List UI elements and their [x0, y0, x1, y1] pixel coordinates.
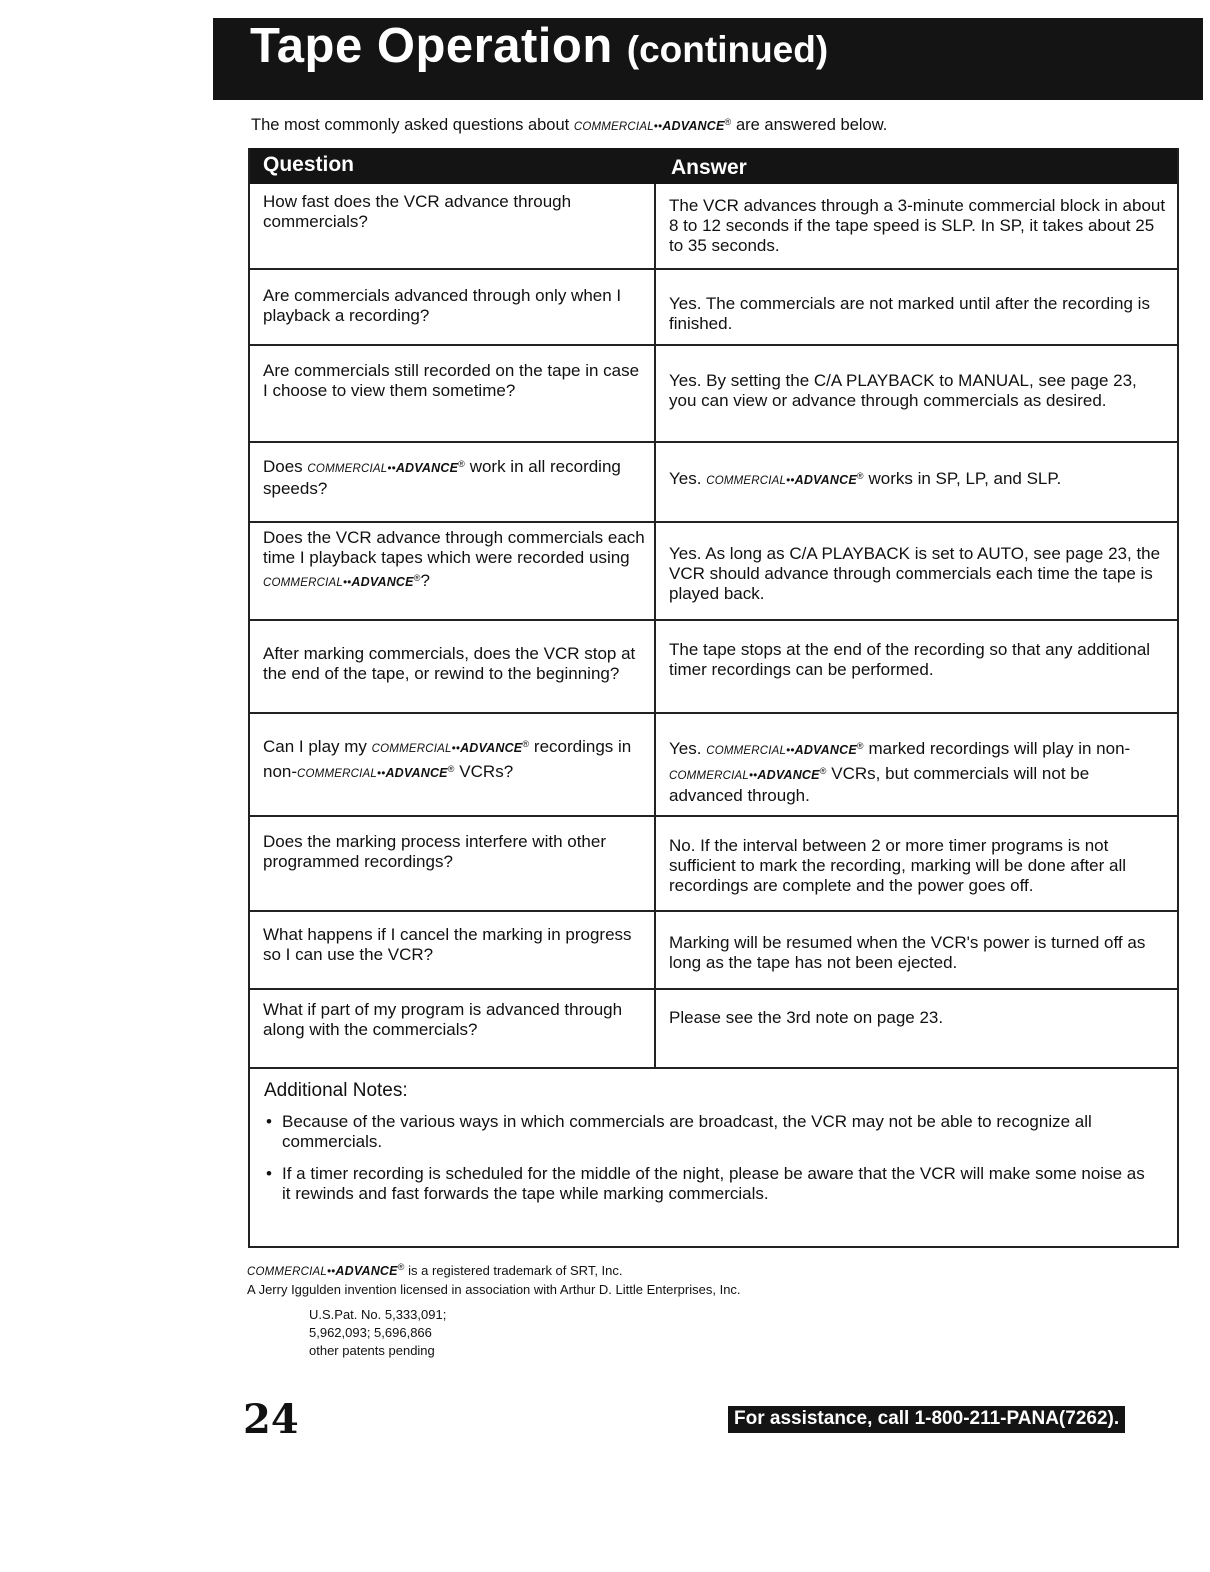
question-cell: What if part of my program is advanced through along with the commercials?: [263, 1000, 623, 1039]
brand-logo: COMMERCIAL••ADVANCE®: [706, 741, 864, 757]
patent-list: [309, 1306, 446, 1360]
note-item: • If a timer recording is scheduled for the middle of the night, please be aware that the VCR will make some noise as it rewinds and fast forwards the tape while marking commercials.: [282, 1164, 1154, 1204]
intro-text: [251, 116, 887, 135]
page-title: [250, 19, 829, 73]
answer-cell: The tape stops at the end of the recording so that any additional timer recordings can be performed.: [669, 640, 1151, 679]
page-title-sub: (continued): [626, 29, 829, 70]
row-divider: [250, 521, 1177, 523]
question-cell: Are commercials advanced through only when I playback a recording?: [263, 286, 622, 325]
intro-after: are answered below.: [731, 116, 888, 134]
intro-before: The most commonly asked questions about: [251, 116, 574, 134]
notes-list: [264, 1112, 1154, 1204]
brand-logo: COMMERCIAL••ADVANCE®: [669, 765, 827, 782]
row-divider: [250, 344, 1177, 346]
brand-logo: COMMERCIAL••ADVANCE®: [307, 459, 465, 475]
note-item: • Because of the various ways in which commercials are broadcast, the VCR may not be able to recognize all commercials.: [282, 1112, 1154, 1152]
patent-line: 5,962,093; 5,696,866: [309, 1325, 432, 1340]
row-divider: [250, 1067, 1177, 1069]
brand-logo: COMMERCIAL••ADVANCE®: [371, 739, 530, 755]
row-divider: [250, 268, 1177, 270]
question-cell: After marking commercials, does the VCR stop at the end of the tape, or rewind to the beginning?: [263, 644, 636, 683]
row-divider: [250, 988, 1177, 990]
brand-logo: COMMERCIAL••ADVANCE®: [263, 573, 421, 589]
brand-logo: COMMERCIAL••ADVANCE®: [573, 117, 732, 133]
additional-notes: [264, 1080, 1154, 1216]
faq-table: [248, 148, 1179, 1248]
trademark-notice: [247, 1258, 741, 1299]
answer-cell: Please see the 3rd note on page 23.: [669, 1008, 944, 1027]
question-cell: Can I play my COMMERCIAL••ADVANCE® recordings in non-COMMERCIAL••ADVANCE® VCRs?: [263, 736, 632, 781]
answer-cell: No. If the interval between 2 or more timer programs is not sufficient to mark the recording, marking will be done after all recordings are complete and the power goes off.: [669, 836, 1127, 895]
row-divider: [250, 619, 1177, 621]
answer-cell: Yes. COMMERCIAL••ADVANCE® marked recordings will play in non-COMMERCIAL••ADVANCE® VCRs, but commercials will not be advanced through.: [669, 738, 1131, 805]
row-divider: [250, 441, 1177, 443]
answer-cell: The VCR advances through a 3-minute commercial block in about 8 to 12 seconds if the tape speed is SLP. In SP, it takes about 25 to 35 seconds.: [669, 196, 1166, 255]
row-divider: [250, 910, 1177, 912]
patent-line: other patents pending: [309, 1343, 435, 1358]
page-number: 24: [243, 1396, 299, 1443]
answer-header: Answer: [671, 156, 747, 179]
answer-cell: Yes. As long as C/A PLAYBACK is set to AUTO, see page 23, the VCR should advance through commercials each time the tape is played back.: [669, 544, 1161, 603]
answer-cell: Yes. COMMERCIAL••ADVANCE® works in SP, LP, and SLP.: [669, 468, 1062, 488]
answer-cell: Yes. The commercials are not marked until after the recording is finished.: [669, 294, 1150, 333]
column-divider: [654, 184, 656, 1068]
license-text: A Jerry Iggulden invention licensed in association with Arthur D. Little Enterprises, Inc.: [247, 1281, 741, 1297]
question-cell: How fast does the VCR advance through commercials?: [263, 192, 572, 231]
question-cell: Are commercials still recorded on the tape in case I choose to view them sometime?: [263, 361, 640, 400]
answer-cell: Marking will be resumed when the VCR's power is turned off as long as the tape has not been ejected.: [669, 933, 1146, 972]
table-header: [250, 148, 1177, 184]
row-divider: [250, 815, 1177, 817]
question-cell: Does the VCR advance through commercials each time I playback tapes which were recorded using COMMERCIAL••ADVANCE®?: [263, 528, 645, 590]
question-cell: Does the marking process interfere with other programmed recordings?: [263, 832, 606, 871]
assistance-banner: For assistance, call 1-800-211-PANA(7262).: [728, 1406, 1125, 1433]
question-cell: What happens if I cancel the marking in progress so I can use the VCR?: [263, 925, 632, 964]
question-cell: Does COMMERCIAL••ADVANCE® work in all recording speeds?: [263, 456, 621, 498]
page-title-main: Tape Operation: [250, 19, 613, 73]
notes-title: Additional Notes:: [264, 1080, 408, 1101]
brand-logo: COMMERCIAL••ADVANCE®: [706, 471, 864, 487]
trademark-text: is a registered trademark of SRT, Inc.: [404, 1262, 623, 1278]
row-divider: [250, 712, 1177, 714]
answer-cell: Yes. By setting the C/A PLAYBACK to MANUAL, see page 23, you can view or advance through commercials as desired.: [669, 371, 1137, 410]
question-header: Question: [263, 153, 355, 176]
brand-logo: COMMERCIAL••ADVANCE®: [247, 1262, 405, 1278]
patent-line: U.S.Pat. No. 5,333,091;: [309, 1307, 447, 1322]
brand-logo: COMMERCIAL••ADVANCE®: [297, 763, 455, 780]
